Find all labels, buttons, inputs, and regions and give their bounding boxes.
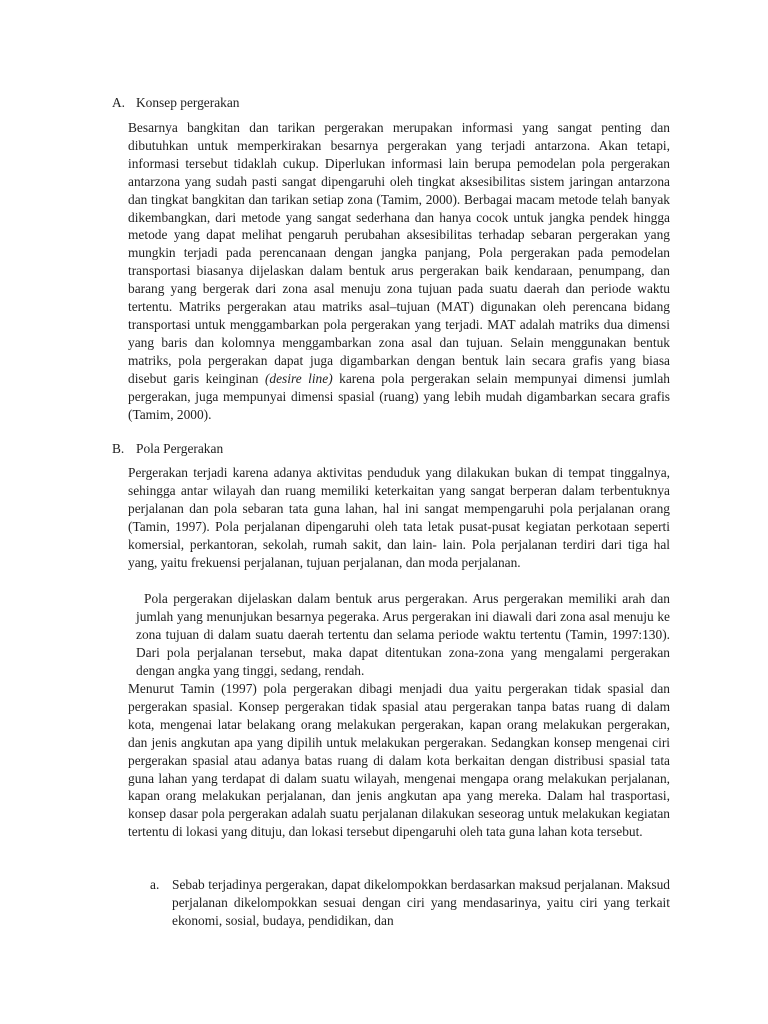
section-b-title: Pola Pergerakan xyxy=(136,441,224,456)
section-a-text-2: karena pola pergerakan selain mempunyai dimensi jumlah pergerakan, juga mempunyai dimensi spasial (ruang) yang lebih mudah digambarkan secara grafis (Tamim, 2000). xyxy=(128,370,670,422)
section-b-paragraph-2: Pola pergerakan dijelaskan dalam bentuk arus pergerakan. Arus pergerakan memiliki arah dan jumlah yang menunjukan besarnya pegeraka. Arus pergerakan ini diawali dari zona asal menuju ke zona tujuan di dalam suatu daerah tertentu dan selama periode waktu tertentu (Tamin, 1997:130). Dari pola perjalanan tersebut, maka dapat ditentukan zona-zona yang mengalami pergerakan dengan angka yang tinggi, sedang, rendah. xyxy=(136,591,670,678)
section-b-paragraph-1: Pergerakan terjadi karena adanya aktivitas penduduk yang dilakukan bukan di tempat tinggalnya, sehingga antar wilayah dan ruang memiliki keterkaitan yang sangat berperan dalam terbentuknya perjalanan dan pola sebaran tata guna lahan, hal ini sangat mempengaruhi pola perjalanan orang (Tamin, 1997). Pola perjalanan dipengaruhi oleh tata letak pusat-pusat kegiatan perkotaan seperti komersial, perkantoran, sekolah, rumah sakit, dan lain- lain. Pola perjalanan terdiri dari tiga hal yang, yaitu frekuensi perjalanan, tujuan perjalanan, dan moda perjalanan. xyxy=(128,465,670,570)
section-a-paragraph xyxy=(128,119,670,423)
list-item-a-marker: a. xyxy=(150,877,160,892)
list-item-a xyxy=(150,876,670,930)
section-b-heading xyxy=(112,440,223,458)
section-a-heading xyxy=(112,94,240,112)
list-item-a-text: Sebab terjadinya pergerakan, dapat dikelompokkan berdasarkan maksud perjalanan. Maksud perjalanan dikelompokkan sesuai dengan ciri yang mendasarinya, yaitu ciri yang terkait ekonomi, sosial, budaya, pendidikan, dan xyxy=(172,877,670,928)
desire-line-term: (desire line) xyxy=(264,370,333,386)
section-a-text-1: Besarnya bangkitan dan tarikan pergerakan merupakan informasi yang sangat penting dan dibutuhkan untuk memperkirakan besarnya pergerakan yang terjadi antarzona. Akan tetapi, informasi tersebut tidaklah cukup. Diperlukan informasi lain berupa pemodelan pola pergerakan antarzona yang sudah pasti sangat dipengaruhi oleh tingkat aksesibilitas sistem jaringan antarzona dan tingkat bangkitan dan tarikan setiap zona (Tamim, 2000). Berbagai macam metode telah banyak dikembangkan, dari metode yang sangat sederhana dan hanya cocok untuk jangka pendek hingga metode yang dapat melihat pengaruh perubahan aksesibilitas terhadap sebaran pergerakan yang mungkin terjadi pada perencanaan dengan jangka panjang, Pola pergerakan pada pemodelan transportasi biasanya dijelaskan dalam bentuk arus pergerakan baik kendaraan, penumpang, dan barang yang bergerak dari zona asal menuju zona tujuan pada suatu daerah dan periode waktu tertentu. Matriks pergerakan atau matriks asal–tujuan (MAT) digunakan oleh perencana bidang transportasi untuk menggambarkan pola pergerakan yang terjadi. MAT adalah matriks dua dimensi yang baris dan kolomnya menggambarkan zona asal dan tujuan. Selain menggunakan bentuk matriks, pola pergerakan dapat juga digambarkan dengan bentuk lain secara grafis yang biasa disebut garis keinginan xyxy=(128,120,670,386)
section-b-paragraph-3: Menurut Tamin (1997) pola pergerakan dibagi menjadi dua yaitu pergerakan tidak spasial dan pergerakan spasial. Konsep pergerakan tidak spasial atau pergerakan tanpa batas ruang di dalam kota, mengenai latar belakang orang melakukan pergerakan, kapan orang melakukan pergerakan, dan jenis angkutan apa yang dipilih untuk melakukan pergerakan. Sedangkan konsep mengenai ciri pergerakan spasial atau adanya batas ruang di dalam kota berkaitan dengan distribusi spasial tata guna lahan yang terdapat di dalam suatu wilayah, mengenai mengapa orang melakukan perjalanan, kapan orang melakukan perjalanan, dan jenis angkutan apa yang mereka. Dalam hal trasportasi, konsep dasar pola pergerakan adalah suatu perjalanan dilakukan seseorag untuk melakukan kegiatan tertentu di lokasi yang dituju, dan lokasi tersebut dipengaruhi oleh tata guna lahan kota tersebut. xyxy=(128,681,670,840)
section-b-letter: B. xyxy=(112,441,125,456)
section-a-letter: A. xyxy=(112,95,126,110)
section-a-title: Konsep pergerakan xyxy=(136,95,240,110)
